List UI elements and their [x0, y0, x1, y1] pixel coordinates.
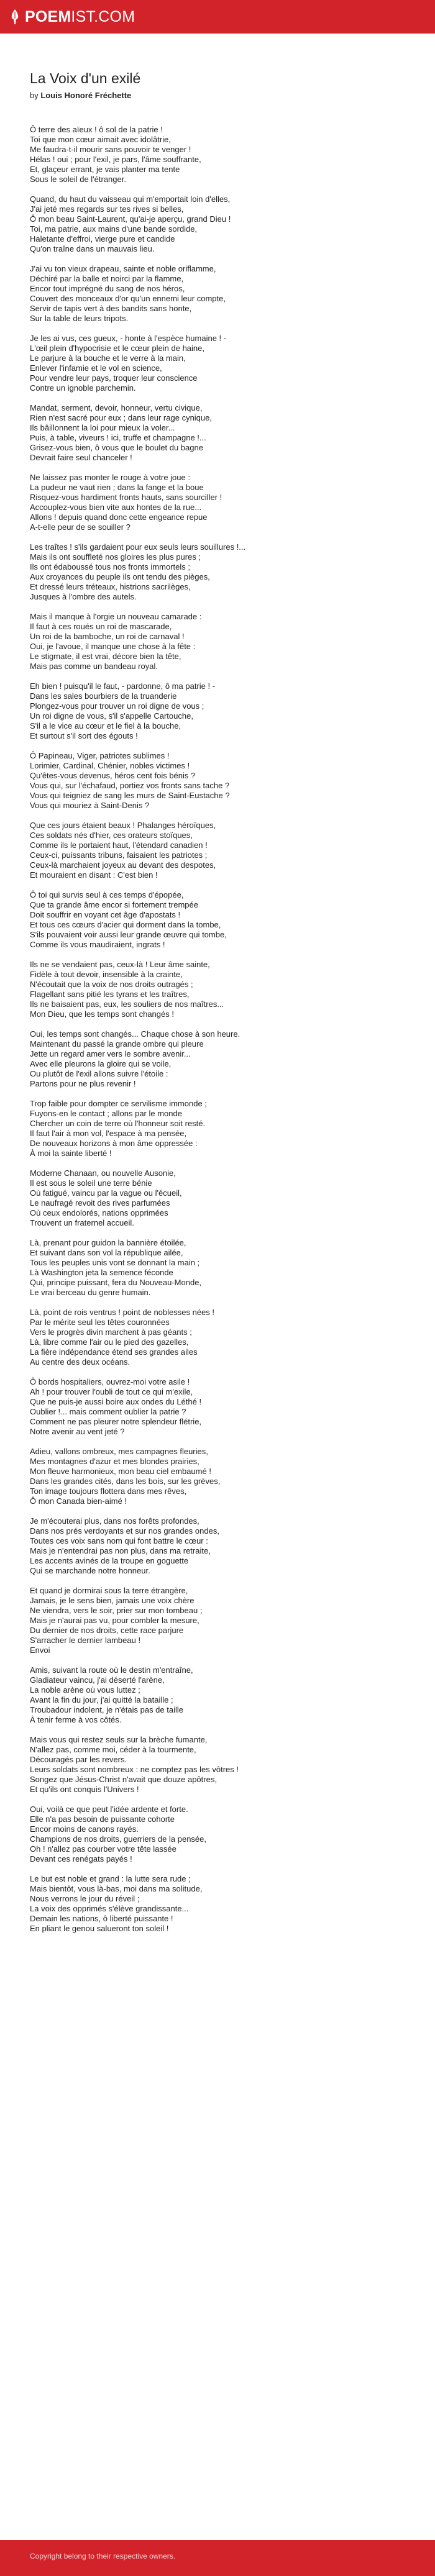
- poem-body: [30, 125, 405, 1934]
- poem-line: Partons pour ne plus revenir !: [30, 1079, 136, 1088]
- poem-line: Ah ! pour trouver l'oubli de tout ce qui m'exile,: [30, 1387, 193, 1396]
- poem-line: Ces soldats nés d'hier, ces orateurs stoïques,: [30, 831, 193, 840]
- poem-line: Servir de tapis vert à des bandits sans honte,: [30, 304, 192, 313]
- poem-line: Doit souffrir en voyant cet âge d'apostats !: [30, 910, 181, 919]
- poem-line: Vous qui mouriez à Saint-Denis ?: [30, 801, 150, 810]
- poem-line: Comme ils le portaient haut, l'étendard canadien !: [30, 840, 208, 850]
- poem-line: Trop faible pour dompter ce servilisme immonde ;: [30, 1099, 207, 1108]
- poem-line: Moderne Chanaan, ou nouvelle Ausonie,: [30, 1168, 176, 1178]
- site-logo[interactable]: [10, 8, 135, 25]
- poem-line: Du dernier de nos droits, cette race parjure: [30, 1626, 184, 1635]
- poem-line: Songez que Jésus-Christ n'avait que douze apôtres,: [30, 1775, 217, 1784]
- poem-line: La pudeur ne vaut rien ; dans la fange et la boue: [30, 483, 204, 492]
- poem-line: La fière indépendance étend ses grandes ailes: [30, 1347, 198, 1357]
- poem-line: S'arracher le dernier lambeau !: [30, 1636, 141, 1645]
- poem-line: Là, libre comme l'air ou le pied des gazelles,: [30, 1337, 189, 1347]
- poem-line: Oublier !... mais comment oublier la patrie ?: [30, 1407, 186, 1416]
- poem-line: Eh bien ! puisqu'il le faut, - pardonne, ô ma patrie ! -: [30, 681, 216, 691]
- poem-line: J'ai jeté mes regards sur tes rives si belles,: [30, 204, 184, 214]
- poem-line: Couvert des monceaux d'or qu'un ennemi leur compte,: [30, 294, 226, 303]
- poem-line: Où fatigué, vaincu par la vague ou l'écueil,: [30, 1188, 182, 1198]
- poem-line: Devrait faire seul chanceler !: [30, 453, 132, 462]
- poem-line: Mais je n'entendrai pas non plus, dans ma retraite,: [30, 1546, 211, 1555]
- poem-line: Les accents avinés de la troupe en goguette: [30, 1556, 189, 1565]
- poem-line: Ô Papineau, Viger, patriotes sublimes !: [30, 751, 170, 760]
- poem-line: Haletante d'effroi, vierge pure et candide: [30, 234, 175, 243]
- poem-line: Avec elle pleurons la gloire qui se voile,: [30, 1059, 172, 1068]
- poem-line: Ô terre des aïeux ! ô sol de la patrie !: [30, 125, 163, 134]
- poem-line: Oui, les temps sont changés... Chaque chose à son heure.: [30, 1029, 240, 1039]
- poem-line: Que ces jours étaient beaux ! Phalanges héroïques,: [30, 821, 216, 830]
- poem-line: Devant ces renégats payés !: [30, 1854, 132, 1864]
- poem-line: Vers le progrès divin marchent à pas géants ;: [30, 1327, 192, 1337]
- poem-line: En pliant le genou salueront ton soleil !: [30, 1924, 169, 1933]
- poem-line: Adieu, vallons ombreux, mes campagnes fleuries,: [30, 1447, 208, 1456]
- poem-line: Le parjure à la bouche et le verre à la main,: [30, 353, 186, 363]
- poem-line: Le but est noble et grand : la lutte sera rude ;: [30, 1874, 191, 1883]
- poem-line: Risquez-vous hardiment fronts hauts, sans sourciller !: [30, 493, 222, 502]
- poem-stanza: [30, 542, 405, 602]
- poem-stanza: [30, 890, 405, 950]
- poem-line: Un roi de la bamboche, un roi de carnaval !: [30, 632, 185, 641]
- poem-line: S'il a le vice au cœur et le fiel à la bouche,: [30, 721, 181, 730]
- poem-line: Troubadour indolent, je n'étais pas de taille: [30, 1705, 183, 1714]
- poem-line: Au centre des deux océans.: [30, 1357, 130, 1367]
- poem-line: N'allez pas, comme moi, céder à la tourmente,: [30, 1745, 196, 1754]
- poem-line: Ô toi qui survis seul à ces temps d'épopée,: [30, 890, 184, 899]
- poem-line: Mais pas comme un bandeau royal.: [30, 662, 158, 671]
- poem-stanza: [30, 473, 405, 532]
- poem-line: Qui se marchande notre honneur.: [30, 1566, 150, 1575]
- poem-line: Ils ne se vendaient pas, ceux-là ! Leur âme sainte,: [30, 960, 210, 969]
- poem-stanza: [30, 1665, 405, 1725]
- poem-line: Et dressé leurs tréteaux, histrions sacrilèges,: [30, 582, 191, 591]
- poem-line: Mon Dieu, que les temps sont changés !: [30, 1009, 174, 1019]
- poem-stanza: [30, 125, 405, 184]
- poem-stanza: [30, 1805, 405, 1864]
- poem-line: Il faut l'air à mon vol, l'espace à ma pensée,: [30, 1129, 187, 1138]
- poem-stanza: [30, 1168, 405, 1228]
- poem-line: Ou plutôt de l'exil allons suivre l'étoile :: [30, 1069, 168, 1078]
- poem-stanza: [30, 1447, 405, 1506]
- poem-line: Il faut à ces roués un roi de mascarade,: [30, 622, 172, 631]
- poem-title: La Voix d'un exilé: [30, 70, 141, 86]
- poem-line: Rien n'est sacré pour eux ; dans leur rage cynique,: [30, 413, 212, 422]
- poem-line: Ils bâillonnent la loi pour mieux la voler...: [30, 423, 175, 432]
- poem-line: Le naufragé revoit des rives parfumées: [30, 1198, 170, 1208]
- site-footer: [0, 2540, 435, 2576]
- poem-line: A-t-elle peur de se souiller ?: [30, 522, 130, 532]
- poem-byline: [30, 90, 405, 101]
- quill-pen-icon: [10, 9, 20, 25]
- poem-line: Que ta grande âme encor si fortement trempée: [30, 900, 198, 909]
- poem-line: Jamais, je le sens bien, jamais une voix chère: [30, 1596, 195, 1605]
- poem-stanza: [30, 1377, 405, 1437]
- poem-line: Et surtout s'il sort des égouts !: [30, 731, 138, 740]
- poem-line: Sous le soleil de l'étranger.: [30, 175, 126, 184]
- poem-line: Ne laissez pas monter le rouge à votre joue :: [30, 473, 190, 482]
- poem-line: Et quand je dormirai sous la terre étrangère,: [30, 1586, 188, 1595]
- poem-line: Ceux-ci, puissants tribuns, faisaient les patriotes ;: [30, 850, 208, 860]
- site-logo-text: [25, 8, 135, 25]
- poem-line: Sur la table de leurs tripots.: [30, 314, 129, 323]
- poem-line: Plongez-vous pour trouver un roi digne de vous ;: [30, 701, 204, 711]
- poem-stanza: [30, 612, 405, 671]
- poem-line: Oui, voilà ce que peut l'idée ardente et forte.: [30, 1805, 188, 1814]
- poem-line: Là, point de rois ventrus ! point de noblesses nées !: [30, 1308, 215, 1317]
- poem-line: Qu'on traîne dans un mauvais lieu.: [30, 244, 155, 253]
- poem-line: Le stigmate, il est vrai, décore bien la tête,: [30, 652, 181, 661]
- poem-line: Aux croyances du peuple ils ont tendu des pièges,: [30, 572, 210, 581]
- poem-line: Comme ils vous maudiraient, ingrats !: [30, 940, 165, 949]
- poem-line: Dans nos prés verdoyants et sur nos grandes ondes,: [30, 1526, 219, 1536]
- poem-line: Me faudra-t-il mourir sans pouvoir te venger !: [30, 145, 191, 154]
- poem-line: Ton image toujours flottera dans mes rêves,: [30, 1486, 187, 1496]
- byline-prefix: by: [30, 91, 39, 100]
- poem-line: Je les ai vus, ces gueux, - honte à l'espèce humaine ! -: [30, 334, 227, 343]
- poem-line: Lorimier, Cardinal, Chénier, nobles victimes !: [30, 761, 190, 770]
- poem-line: S'ils pouvaient voir aussi leur grande œuvre qui tombe,: [30, 930, 227, 939]
- poem-line: Puis, à table, viveurs ! ici, truffe et champagne !...: [30, 433, 206, 442]
- poem-line: Où ceux endolorés, nations opprimées: [30, 1208, 168, 1217]
- poem-line: Oh ! n'allez pas courber votre tête lassée: [30, 1844, 176, 1854]
- poem-stanza: [30, 1516, 405, 1576]
- poem-line: Mais il manque à l'orgie un nouveau camarade :: [30, 612, 202, 621]
- poem-line: Amis, suivant la route où le destin m'entraîne,: [30, 1665, 193, 1675]
- poem-line: Demain les nations, ô liberté puissante !: [30, 1914, 173, 1923]
- poem-line: Fuyons-en le contact ; allons par le monde: [30, 1109, 182, 1118]
- poem-line: Découragés par les revers.: [30, 1755, 127, 1764]
- poem-line: Accouplez-vous bien vite aux hontes de la rue...: [30, 503, 202, 512]
- poem-line: Enlever l'infamie et le vol en science,: [30, 363, 162, 373]
- poem-line: Jette un regard amer vers le sombre avenir...: [30, 1049, 191, 1058]
- poem-line: Et, glaçeur errant, je vais planter ma tente: [30, 165, 180, 174]
- poem-stanza: [30, 1029, 405, 1089]
- poem-line: Mais ils ont souffleté nos gloires les plus pures ;: [30, 552, 201, 562]
- poem-line: La noble arène où vous luttez ;: [30, 1685, 140, 1695]
- poem-author: Louis Honoré Fréchette: [40, 91, 132, 100]
- poem-line: Toi que mon cœur aimait avec idolâtrie,: [30, 135, 171, 144]
- poem-line: Nous verrons le jour du réveil ;: [30, 1894, 140, 1903]
- poem-content: [30, 70, 405, 1944]
- poem-line: Elle n'a pas besoin de puissante cohorte: [30, 1814, 175, 1824]
- poem-line: Là Washington jeta la semence féconde: [30, 1268, 173, 1277]
- poem-line: Tous les peuples unis vont se donnant la main ;: [30, 1258, 200, 1267]
- poem-line: Quand, du haut du vaisseau qui m'emportait loin d'elles,: [30, 194, 231, 204]
- poem-line: Là, prenant pour guidon la bannière étoilée,: [30, 1238, 186, 1247]
- poem-line: Dans les grandes cités, dans les bois, sur les grèves,: [30, 1477, 221, 1486]
- poem-stanza: [30, 334, 405, 393]
- poem-line: Mandat, serment, devoir, honneur, vertu civique,: [30, 403, 203, 412]
- poem-line: Leurs soldats sont nombreux : ne comptez pas les vôtres !: [30, 1765, 239, 1774]
- poem-line: Flagellant sans pitié les tyrans et les traîtres,: [30, 990, 190, 999]
- poem-line: Dans les sales bourbiers de la truanderie: [30, 691, 177, 701]
- site-header: [0, 0, 435, 34]
- poem-line: Vous qui, sur l'échafaud, portiez vos fronts sans tache ?: [30, 781, 230, 790]
- poem-line: Notre avenir au vent jeté ?: [30, 1427, 125, 1436]
- poem-line: Ô mon beau Saint-Laurent, qu'ai-je aperçu, grand Dieu !: [30, 214, 231, 224]
- poem-line: Déchiré par la balle et noirci par la flamme,: [30, 274, 184, 283]
- poem-line: Avant la fin du jour, j'ai quitté la bataille ;: [30, 1695, 173, 1704]
- poem-line: Toutes ces voix sans nom qui font battre le cœur :: [30, 1536, 208, 1545]
- poem-line: Envoi: [30, 1645, 50, 1655]
- poem-line: Maintenant du passé la grande ombre qui pleure: [30, 1039, 204, 1049]
- poem-line: Ô mon Canada bien-aimé !: [30, 1496, 127, 1506]
- poem-line: Ceux-là marchaient joyeux au devant des despotes,: [30, 860, 216, 870]
- poem-line: Et qu'ils ont conquis l'Univers !: [30, 1785, 139, 1794]
- poem-line: Hélas ! oui ; pour l'exil, je pars, l'âme souffrante,: [30, 155, 201, 164]
- poem-line: Les traîtes ! s'ils gardaient pour eux seuls leurs souillures !...: [30, 542, 246, 552]
- poem-line: Mes montagnes d'azur et mes blondes prairies,: [30, 1457, 199, 1466]
- poem-line: Mais vous qui restez seuls sur la brèche fumante,: [30, 1735, 208, 1744]
- poem-line: À moi la sainte liberté !: [30, 1149, 112, 1158]
- poem-stanza: [30, 681, 405, 741]
- poem-line: Le vrai berceau du genre humain.: [30, 1288, 151, 1297]
- poem-stanza: [30, 194, 405, 254]
- copyright-notice: Copyright belong to their respective owners.: [30, 2552, 176, 2560]
- poem-stanza: [30, 1308, 405, 1367]
- poem-line: Encor tout imprégné du sang de nos héros,: [30, 284, 185, 293]
- poem-line: Et tous ces cœurs d'acier qui dorment dans la tombe,: [30, 920, 221, 929]
- poem-line: Un roi digne de vous, s'il s'appelle Cartouche,: [30, 711, 193, 721]
- poem-stanza: [30, 403, 405, 463]
- poem-line: Je m'écouterai plus, dans nos forêts profondes,: [30, 1516, 199, 1526]
- poem-line: Toi, ma patrie, aux mains d'une bande sordide,: [30, 224, 198, 234]
- poem-stanza: [30, 751, 405, 811]
- poem-line: Ne viendra, vers le soir, prier sur mon tombeau ;: [30, 1606, 203, 1615]
- poem-line: Chercher un coin de terre où l'honneur soit resté.: [30, 1119, 206, 1128]
- poem-stanza: [30, 1586, 405, 1655]
- logo-text-bold: POEM: [25, 8, 71, 25]
- poem-line: De nouveaux horizons à mon âme oppressée :: [30, 1139, 198, 1148]
- poem-line: Mais je n'aurai pas vu, pour combler la mesure,: [30, 1616, 199, 1625]
- poem-line: L'œil plein d'hypocrisie et le cœur plein de haine,: [30, 344, 204, 353]
- poem-stanza: [30, 1099, 405, 1158]
- poem-line: Oui, je l'avoue, il manque une chose à la fête :: [30, 642, 196, 651]
- poem-line: À tenir ferme à vos côtés.: [30, 1715, 122, 1724]
- poem-line: Vous qui teigniez de sang les murs de Saint-Eustache ?: [30, 791, 230, 800]
- poem-line: Grisez-vous bien, ô vous que le boulet du bagne: [30, 443, 203, 452]
- poem-stanza: [30, 264, 405, 324]
- poem-line: Allons ! depuis quand donc cette engeance repue: [30, 512, 208, 522]
- poem-line: Et suivant dans son vol la république ailée,: [30, 1248, 183, 1257]
- poem-stanza: [30, 1874, 405, 1934]
- poem-line: Champions de nos droits, guerriers de la pensée,: [30, 1834, 206, 1844]
- poem-line: Ô bords hospitaliers, ouvrez-moi votre asile !: [30, 1377, 190, 1386]
- poem-line: Ils ont édaboussé tous nos fronts immortels ;: [30, 562, 190, 571]
- poem-stanza: [30, 1735, 405, 1795]
- poem-line: Que ne puis-je aussi boire aux ondes du Léthé !: [30, 1397, 202, 1406]
- poem-stanza: [30, 1238, 405, 1298]
- poem-line: Il est sous le soleil une terre bénie: [30, 1178, 152, 1188]
- poem-line: Par le mérite seul les têtes couronnées: [30, 1318, 170, 1327]
- poem-stanza: [30, 821, 405, 880]
- poem-line: Gladiateur vaincu, j'ai déserté l'arène,: [30, 1675, 165, 1685]
- poem-line: Pour vendre leur pays, troquer leur conscience: [30, 373, 198, 383]
- poem-line: Mais bientôt, vous là-bas, moi dans ma solitude,: [30, 1884, 203, 1893]
- poem-line: Fidèle à tout devoir, insensible à la crainte,: [30, 970, 183, 979]
- poem-line: Contre un ignoble parchemin.: [30, 383, 136, 393]
- poem-line: N'écoutait que la voix de nos droits outragés ;: [30, 980, 193, 989]
- poem-line: Qu'êtes-vous devenus, héros cent fois bénis ?: [30, 771, 196, 780]
- poem-line: Ils ne baisaient pas, eux, les souliers de nos maîtres...: [30, 999, 224, 1009]
- poem-line: Jusques à l'ombre des autels.: [30, 592, 137, 601]
- poem-line: Et mouraient en disant : C'est bien !: [30, 870, 158, 880]
- poem-line: Mon fleuve harmonieux, mon beau ciel embaumé !: [30, 1467, 211, 1476]
- poem-line: Encor moins de canons rayés.: [30, 1824, 139, 1834]
- poem-line: Comment ne pas pleurer notre splendeur flétrie,: [30, 1417, 202, 1426]
- poem-line: Trouvent un fraternel accueil.: [30, 1218, 134, 1227]
- logo-text-light: IST.COM: [71, 8, 135, 25]
- poem-line: J'ai vu ton vieux drapeau, sainte et noble oriflamme,: [30, 264, 216, 273]
- poem-line: Qui, principe puissant, fera du Nouveau-Monde,: [30, 1278, 202, 1287]
- poem-stanza: [30, 960, 405, 1019]
- poem-line: La voix des opprimés s'élève grandissante...: [30, 1904, 189, 1913]
